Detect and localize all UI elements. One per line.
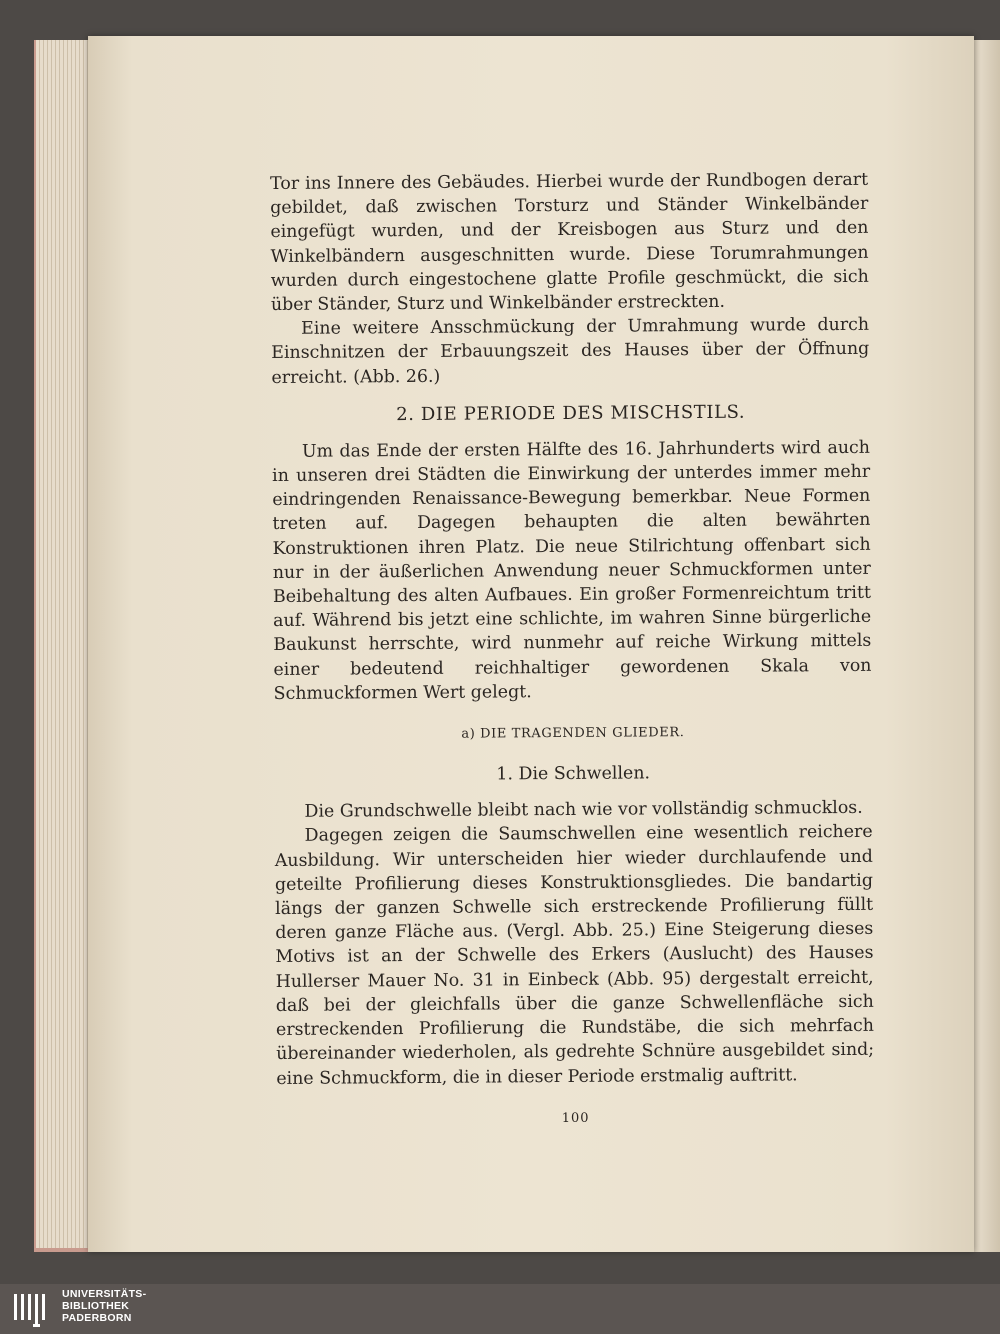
- library-name-line: UNIVERSITÄTS-: [62, 1288, 147, 1300]
- paragraph: Eine weitere Ansschmückung der Umrahmung wurde durch Einschnitzen der Erbauungszeit des Hauses über der Öffnung erreicht. (Abb. 26.): [271, 315, 870, 388]
- library-name-line: PADERBORN: [62, 1312, 132, 1324]
- paragraph: Die Grundschwelle bleibt nach wie vor vollständig schmucklos.: [304, 798, 863, 823]
- paragraph-continued: Tor ins Innere des Gebäudes. Hierbei wurde der Rundbogen derart gebildet, daß zwischen Torsturz und Ständer Winkelbänder eingefügt wurden, und der Kreisbogen aus Sturz und den Winkelbändern ausgeschnitten wurde. Diese Torumrahmungen wurden durch eingestochene glatte Profile geschmückt, die sich über Ständer, Sturz und Winkelbänder erstreckten.: [270, 169, 869, 316]
- page-stack-edge: [34, 40, 94, 1252]
- page-number: 100: [561, 1110, 590, 1126]
- paragraph: Um das Ende der ersten Hälfte des 16. Jahrhunderts wird auch in unseren drei Städten die Einwirkung der unterdes immer mehr eindringenden Renaissance-Bewegung bemerkbar. Neue Formen treten auf. Dagegen behaupten die alten bewährten Konstruktionen ihren Platz. Die neue Stilrichtung offenbart sich nur in der äußerlichen Anwendung neuer Schmuckformen unter Beibehaltung des alten Aufbaues. Ein großer Formenreichtum tritt auf. Während bis jetzt eine schlichte, im wahren Sinne bürgerliche Baukunst herrschte, wird nunmehr auf reiche Wirkung mittels einer bedeutend reichhaltiger gewordenen Skala von Schmuckformen Wert gelegt.: [272, 437, 872, 704]
- section-heading: 2. DIE PERIODE DES MISCHSTILS.: [396, 401, 746, 425]
- library-name: [62, 1288, 146, 1324]
- library-logo-icon: [12, 1290, 48, 1330]
- library-name-line: BIBLIOTHEK: [62, 1300, 130, 1312]
- subsection-heading: a) DIE TRAGENDEN GLIEDER.: [461, 725, 685, 742]
- paragraph: Dagegen zeigen die Saumschwellen eine wesentlich reichere Ausbildung. Wir unterscheiden hier wieder durchlaufende und geteilte Profilierung dieses Konstruktionsgliedes. Die bandartig längs der ganzen Schwelle sich erstreckende Profilierung füllt deren ganze Fläche aus. (Vergl. Abb. 25.) Eine Steigerung dieses Motivs ist an der Schwelle des Erkers (Auslucht) des Hauses Hullerser Mauer No. 31 in Einbeck (Abb. 95) dergestalt erreicht, daß bei der gleichfalls über die ganze Schwellenfläche sich erstreckenden Profilierung die Rundstäbe, die sich mehrfach übereinander wiederholen, als gedrehte Schnüre ausgebildet sind; eine Schmuckform, die in dieser Periode erstmalig auftritt.: [274, 822, 875, 1089]
- subsubsection-heading: 1. Die Schwellen.: [496, 763, 651, 785]
- page-text: [270, 168, 875, 1133]
- footer-bar: [0, 1284, 1000, 1334]
